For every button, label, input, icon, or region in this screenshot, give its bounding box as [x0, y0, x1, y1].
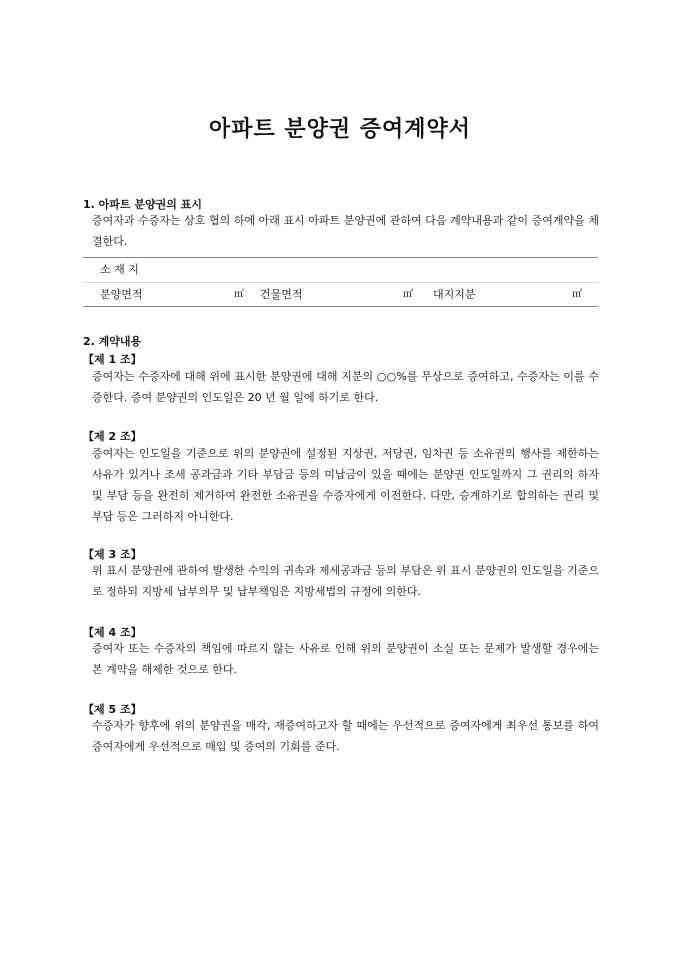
article-3-text: 위 표시 분양권에 관하여 발생한 수익의 귀속과 제세공과금 등의 부담은 위 표시 분양권의 인도일을 기준으로 정하되 지방세 납부의무 및 납부책임은 지방세법의 규정에 의한다. — [92, 564, 599, 598]
article-5-text: 수증자가 향후에 위의 분양권을 매각, 재증여하고자 할 때에는 우선적으로 증여자에게 최우선 통보를 하여 증여자에게 우선적으로 매입 및 증여의 기회를 준다. — [92, 719, 599, 753]
section2-heading: 2. 계약내용 — [83, 335, 142, 348]
section1-heading: 1. 아파트 분양권의 표시 — [83, 198, 202, 211]
article-5-heading: 【제 5 조】 — [83, 703, 142, 716]
property-table — [83, 257, 598, 307]
land-share-unit: ㎡ — [572, 289, 582, 300]
section1-intro: 증여자과 수증자는 상호 협의 하에 아래 표시 아파트 분양권에 관하여 다음 계약내용과 같이 증여계약을 체결한다. — [92, 214, 599, 248]
article-1-heading: 【제 1 조】 — [83, 353, 142, 366]
building-area-unit: ㎡ — [403, 289, 413, 300]
location-row — [83, 258, 598, 282]
article-2-heading: 【제 2 조】 — [83, 430, 142, 443]
land-share-label: 대지지분 — [433, 288, 476, 301]
area-row — [83, 282, 598, 307]
article-4-heading: 【제 4 조】 — [83, 626, 142, 639]
sale-area-label: 분양면적 — [100, 288, 143, 301]
building-area-label: 건물면적 — [260, 288, 303, 301]
sale-area-unit: ㎡ — [234, 289, 244, 300]
article-4-text: 증여자 또는 수증자의 책임에 따르지 않는 사유로 인해 위의 분양권이 소실 또는 문제가 발생할 경우에는 본 계약을 해제한 것으로 한다. — [92, 642, 599, 676]
location-label: 소 재 지 — [100, 263, 139, 276]
document-title: 아파트 분양권 증여계약서 — [208, 117, 472, 142]
article-3-heading: 【제 3 조】 — [83, 548, 142, 561]
article-2-text: 증여자는 인도일을 기준으로 위의 분양권에 설정된 지상권, 저당권, 임차권 등 소유권의 행사를 제한하는 사유가 있거나 조세 공과금과 기타 부담금 등의 미납금이 있을 때에는 분양권 인도일까지 그 권리의 하자 및 부담 등을 완전히 제거하여 완전한 소유권을 수증자에게 이전한다. 다만, 승계하기로 합의하는 권리 및 부담 등은 그러하지 아니한다. — [92, 447, 599, 523]
article-1-text: 증여자는 수증자에 대해 위에 표시한 분양권에 대해 지분의 ○○%를 무상으로 증여하고, 수증자는 이를 수증한다. 증여 분양권의 인도일은 20 년 월 일에 하기로 한다. — [92, 370, 599, 404]
